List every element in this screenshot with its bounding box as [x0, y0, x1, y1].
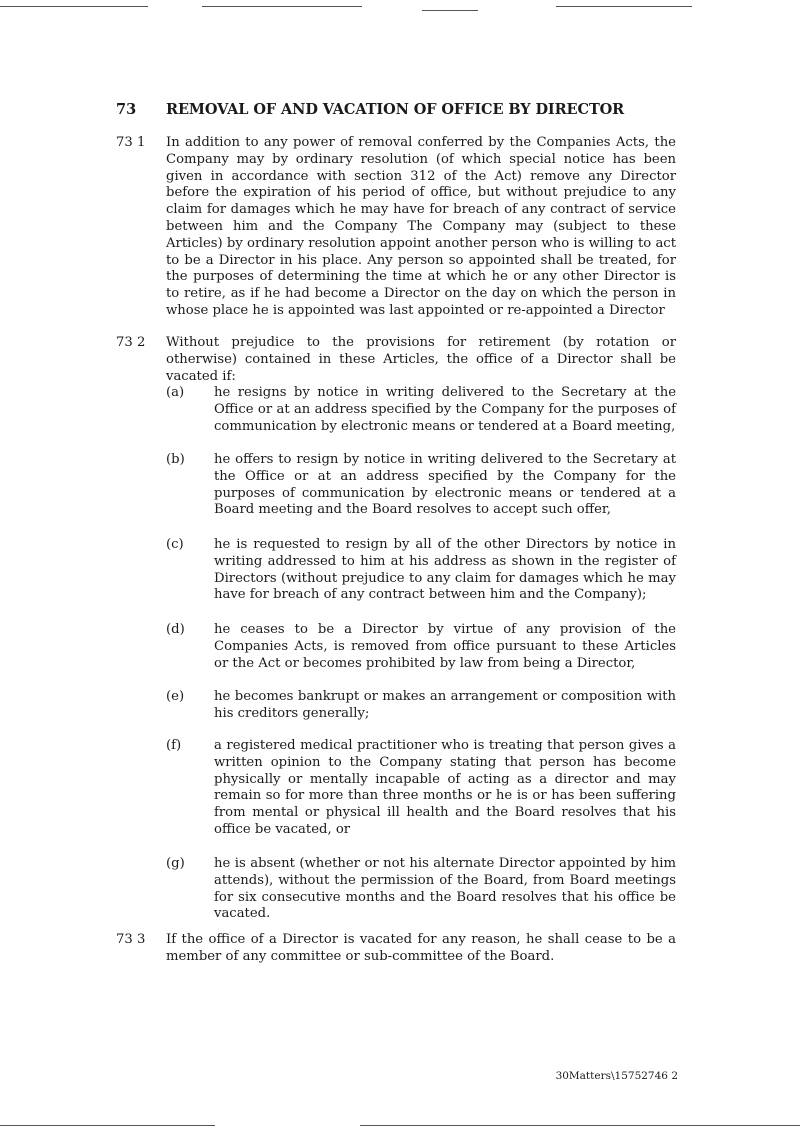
list-item-text: he is absent (whether or not his alternate Director appointed by him attends), without the permission of the Board, from Board meetings for six consecutive months and the Board resolves that his office be vacated. [214, 856, 676, 922]
list-item-label: (d) [166, 622, 185, 637]
list-item-label: (e) [166, 689, 185, 704]
list-item-a [166, 385, 676, 435]
section-number: 73 [116, 101, 137, 118]
list-item-text: he offers to resign by notice in writing delivered to the Secretary at the Office or at an address specified by the Company for the purposes of communication by electronic means or tendered at a Board meeting and the Board resolves to accept such offer, [214, 452, 676, 518]
paragraph-number: 73 3 [116, 932, 146, 947]
document-reference: 30Matters\15752746 2 [555, 1070, 678, 1082]
list-item-g [166, 856, 676, 923]
list-item-label: (c) [166, 537, 184, 552]
paragraph-73-1 [116, 135, 676, 320]
list-item-e [166, 689, 676, 723]
bottom-rule-1 [0, 1125, 215, 1126]
list-item-label: (g) [166, 856, 185, 871]
list-item-label: (f) [166, 738, 182, 753]
list-item-label: (b) [166, 452, 185, 467]
list-item-b [166, 452, 676, 519]
list-item-f [166, 738, 676, 839]
paragraph-number: 73 2 [116, 335, 146, 350]
paragraph-number: 73 1 [116, 135, 146, 150]
bottom-rule-2 [360, 1125, 800, 1126]
section-title: REMOVAL OF AND VACATION OF OFFICE BY DIRECTOR [166, 101, 625, 118]
list-item-label: (a) [166, 385, 185, 400]
paragraph-text: Without prejudice to the provisions for retirement (by rotation or otherwise) contained in these Articles, the office of a Director shall be vacated if: [166, 335, 676, 384]
list-item-text: a registered medical practitioner who is treating that person gives a written opinion to the Company stating that person has become physically or mentally incapable of acting as a director and may remain so for more than three months or he is or has been suffering from mental or physical ill health and the Board resolves that his office be vacated, or [214, 738, 676, 837]
list-item-text: he ceases to be a Director by virtue of any provision of the Companies Acts, is removed from office pursuant to these Articles or the Act or becomes prohibited by law from being a Director, [214, 622, 676, 671]
list-item-text: he becomes bankrupt or makes an arrangement or composition with his creditors generally; [214, 689, 676, 721]
top-rule-2 [202, 6, 362, 7]
top-rule-4 [556, 6, 692, 7]
top-rule-3 [422, 10, 478, 11]
paragraph-text: In addition to any power of removal conferred by the Companies Acts, the Company may by ordinary resolution (of which special notice has been given in accordance with section 312 of the Act) remove any Director before the expiration of his period of office, but without prejudice to any claim for damages which he may have for breach of any contract of service between him and the Company The Company may (subject to these Articles) by ordinary resolution appoint another person who is willing to act to be a Director in his place. Any person so appointed shall be treated, for the purposes of determining the time at which he or any other Director is to retire, as if he had become a Director on the day on which the person in whose place he is appointed was last appointed or re-appointed a Director [166, 135, 676, 318]
paragraph-73-3 [116, 932, 676, 966]
paragraph-text: If the office of a Director is vacated for any reason, he shall cease to be a member of any committee or sub-committee of the Board. [166, 932, 676, 964]
list-item-c [166, 537, 676, 604]
top-rule-1 [0, 6, 148, 7]
list-item-text: he is requested to resign by all of the other Directors by notice in writing addressed to him at his address as shown in the register of Directors (without prejudice to any claim for damages which he may have for breach of any contract between him and the Company); [214, 537, 676, 603]
paragraph-73-2 [116, 335, 676, 385]
list-item-d [166, 622, 676, 672]
list-item-text: he resigns by notice in writing delivered to the Secretary at the Office or at an address specified by the Company for the purposes of communication by electronic means or tendered at a Board meeting, [214, 385, 676, 434]
